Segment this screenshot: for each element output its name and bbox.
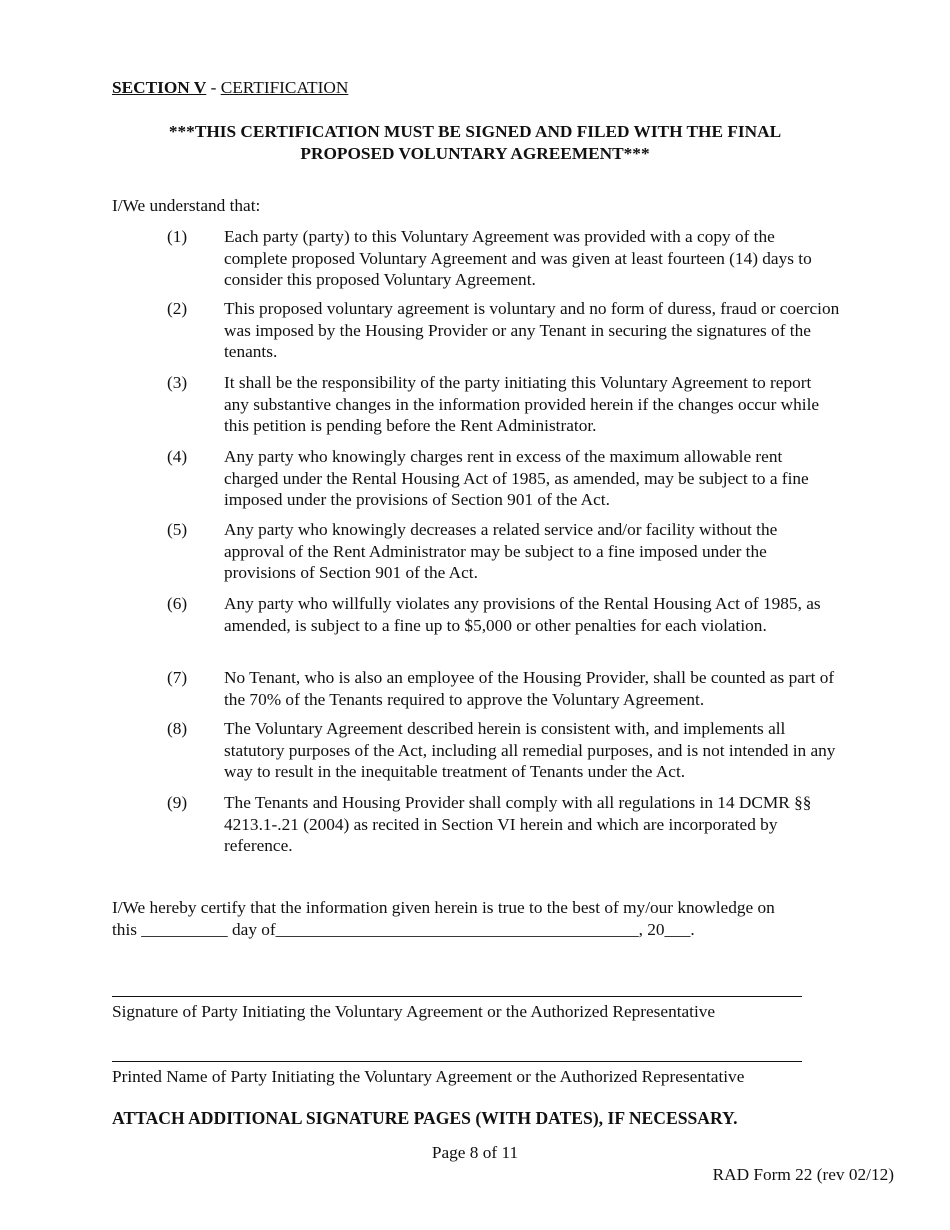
item-text: The Tenants and Housing Provider shall comply with all regulations in 14 DCMR §§ 4213.1-.21 (2004) as recited in Section VI herein and which are incorporated by reference. bbox=[224, 793, 812, 856]
item-text: Any party who knowingly decreases a related service and/or facility without the approval of the Rent Administrator may be subject to a fine imposed under the provisions of Section 901 of the Act. bbox=[224, 520, 778, 583]
item-text: Any party who knowingly charges rent in excess of the maximum allowable rent charged under the Rental Housing Act of 1985, as amended, may be subject to a fine imposed under the provisions of Section 901 of the Act. bbox=[224, 447, 809, 510]
page-number: Page 8 of 11 bbox=[431, 1143, 519, 1162]
item-number: (2) bbox=[167, 299, 188, 318]
section-heading bbox=[112, 77, 348, 99]
certification-statement bbox=[112, 897, 838, 940]
form-identifier: RAD Form 22 (rev 02/12) bbox=[712, 1165, 894, 1184]
item-number: (6) bbox=[167, 594, 188, 613]
certify-line-1: I/We hereby certify that the information given herein is true to the best of my/our knowledge on bbox=[112, 898, 775, 917]
item-number: (8) bbox=[167, 719, 188, 738]
notice-line-2: PROPOSED VOLUNTARY AGREEMENT*** bbox=[300, 144, 650, 163]
signature-label: Signature of Party Initiating the Voluntary Agreement or the Authorized Representative bbox=[112, 1002, 716, 1021]
item-text: No Tenant, who is also an employee of the Housing Provider, shall be counted as part of the 70% of the Tenants required to approve the Voluntary Agreement. bbox=[224, 668, 835, 709]
printed-name-line[interactable] bbox=[112, 1061, 802, 1062]
item-number: (1) bbox=[167, 227, 188, 246]
list-item bbox=[167, 372, 847, 437]
section-separator: - bbox=[206, 78, 221, 97]
list-item bbox=[167, 226, 847, 291]
printed-name-label: Printed Name of Party Initiating the Voluntary Agreement or the Authorized Representative bbox=[112, 1067, 745, 1086]
intro-text: I/We understand that: bbox=[112, 196, 261, 215]
list-item bbox=[167, 446, 847, 511]
list-item bbox=[167, 519, 847, 584]
item-text: The Voluntary Agreement described herein is consistent with, and implements all statutory purposes of the Act, including all remedial purposes, and is not intended in any way to result in the inequitable treatment of Tenants under the Act. bbox=[224, 719, 836, 782]
list-item bbox=[167, 593, 847, 636]
item-text: Each party (party) to this Voluntary Agreement was provided with a copy of the complete proposed Voluntary Agreement and was given at least fourteen (14) days to consider this proposed Voluntary Agreement. bbox=[224, 227, 812, 290]
certification-notice bbox=[112, 121, 838, 165]
list-item bbox=[167, 792, 847, 857]
certify-line-2: this __________ day of__________________________________________, 20___. bbox=[112, 919, 695, 939]
item-text: It shall be the responsibility of the party initiating this Voluntary Agreement to report any substantive changes in the information provided herein if the changes occur while this petition is pending before the Rent Administrator. bbox=[224, 373, 820, 436]
item-number: (5) bbox=[167, 520, 188, 539]
list-item bbox=[167, 298, 847, 363]
section-title: CERTIFICATION bbox=[220, 78, 349, 97]
attach-notice: ATTACH ADDITIONAL SIGNATURE PAGES (WITH DATES), IF NECESSARY. bbox=[112, 1108, 738, 1128]
item-text: Any party who willfully violates any provisions of the Rental Housing Act of 1985, as amended, is subject to a fine up to $5,000 or other penalties for each violation. bbox=[224, 594, 821, 635]
notice-line-1: ***THIS CERTIFICATION MUST BE SIGNED AND FILED WITH THE FINAL bbox=[168, 122, 782, 141]
item-number: (7) bbox=[167, 668, 188, 687]
list-item bbox=[167, 718, 847, 783]
item-number: (4) bbox=[167, 447, 188, 466]
signature-line[interactable] bbox=[112, 996, 802, 997]
item-text: This proposed voluntary agreement is voluntary and no form of duress, fraud or coercion was imposed by the Housing Provider or any Tenant in securing the signatures of the tenants. bbox=[224, 299, 840, 362]
list-item bbox=[167, 667, 847, 710]
item-number: (3) bbox=[167, 373, 188, 392]
section-label: SECTION V bbox=[112, 78, 207, 97]
item-number: (9) bbox=[167, 793, 188, 812]
